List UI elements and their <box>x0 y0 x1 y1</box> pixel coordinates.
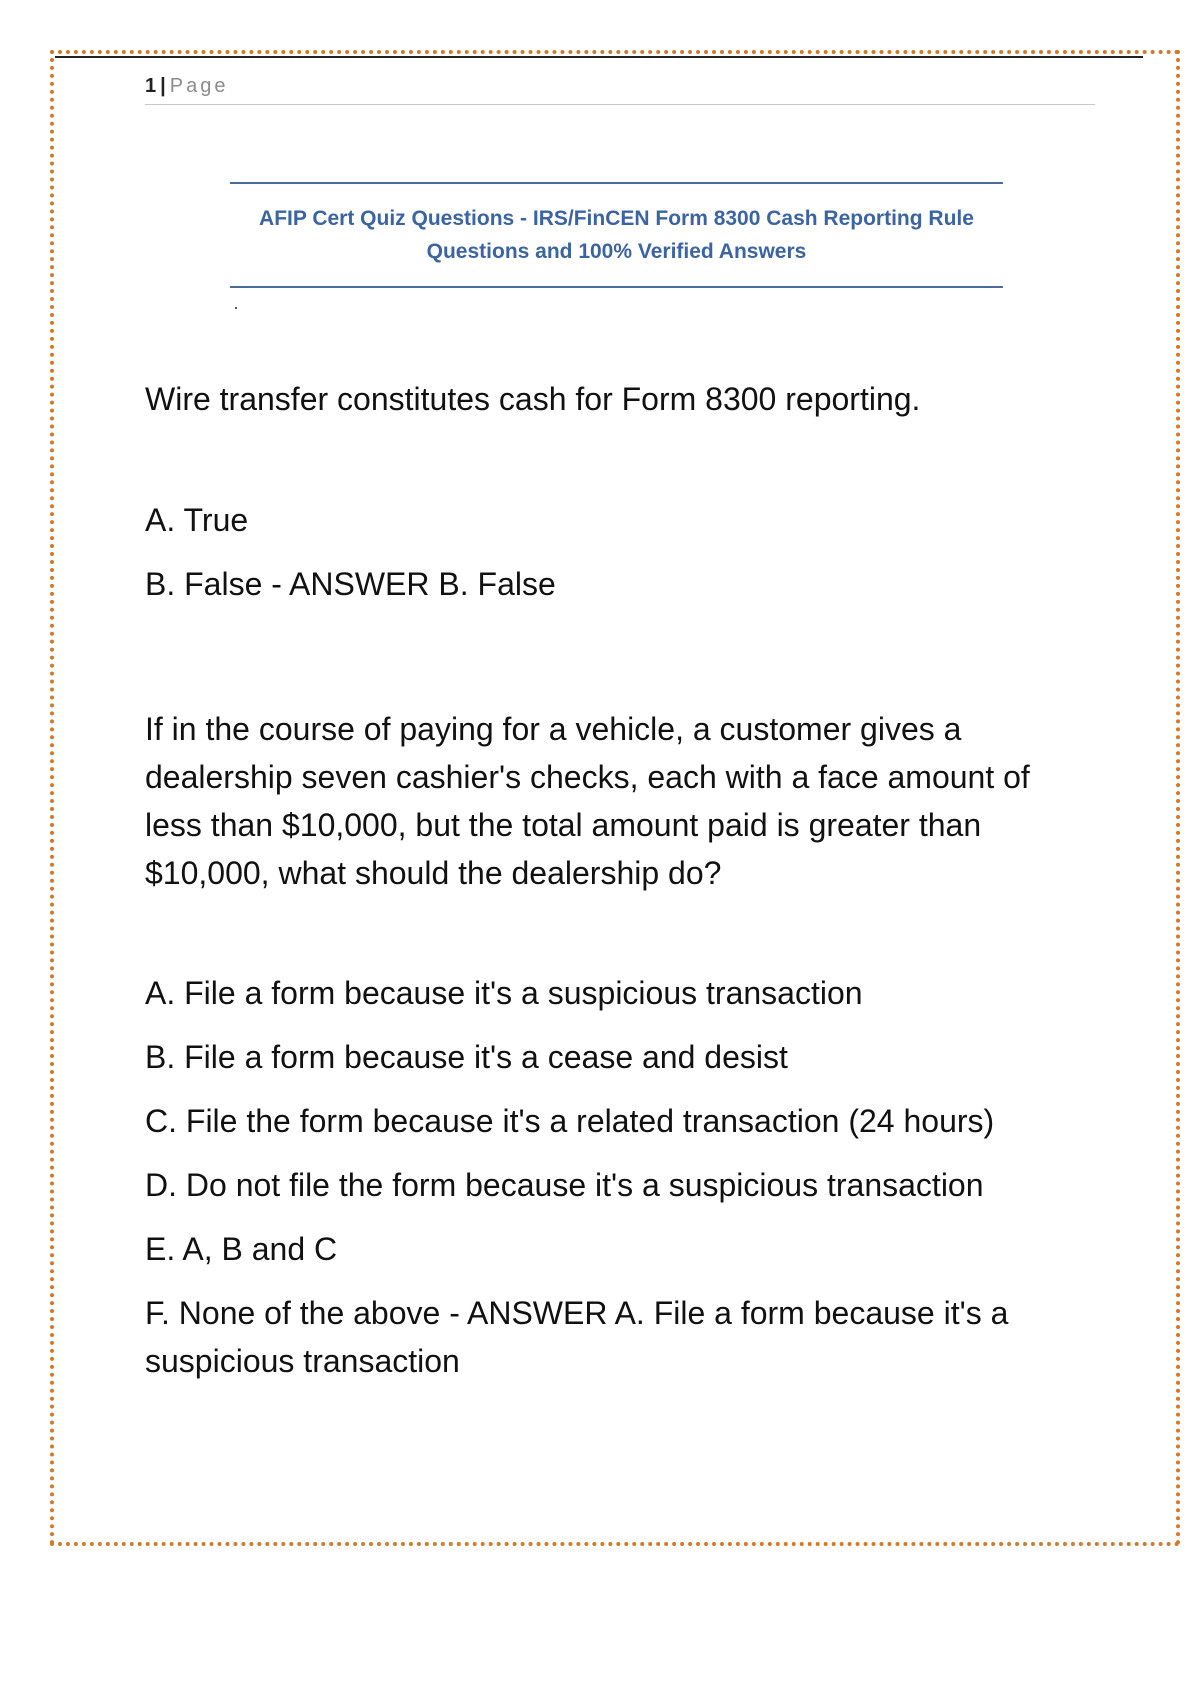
decorative-dot <box>235 307 237 309</box>
page-label: Page <box>169 75 229 97</box>
page-header <box>145 74 1095 105</box>
question-1-option-b: B. False - ANSWER B. False <box>145 566 556 602</box>
question-2-option-c: C. File the form because it's a related transaction (24 hours) <box>145 1103 995 1139</box>
question-2-option-f: F. None of the above - ANSWER A. File a form because it's a suspicious transaction <box>145 1295 1009 1379</box>
question-1-option-a: A. True <box>145 502 249 538</box>
document-title: AFIP Cert Quiz Questions - IRS/FinCEN Form 8300 Cash Reporting Rule Questions and 100% Verified Answers <box>259 207 974 263</box>
page-separator: | <box>160 75 166 97</box>
top-rule <box>55 56 1143 58</box>
question-2-text: If in the course of paying for a vehicle, a customer gives a dealership seven cashier's checks, each with a face amount of less than $10,000, but the total amount paid is greater than $10,000, what should the dealership do? <box>145 711 1030 891</box>
question-2-option-e: E. A, B and C <box>145 1231 338 1267</box>
question-2-option-a: A. File a form because it's a suspicious transaction <box>145 975 863 1011</box>
question-1-text: Wire transfer constitutes cash for Form 8300 reporting. <box>145 381 921 417</box>
question-2-option-b: B. File a form because it's a cease and desist <box>145 1039 788 1075</box>
quiz-content <box>145 375 1095 1401</box>
title-block <box>230 182 1003 288</box>
page-number: 1 <box>145 75 157 97</box>
question-2-option-d: D. Do not file the form because it's a suspicious transaction <box>145 1167 984 1203</box>
